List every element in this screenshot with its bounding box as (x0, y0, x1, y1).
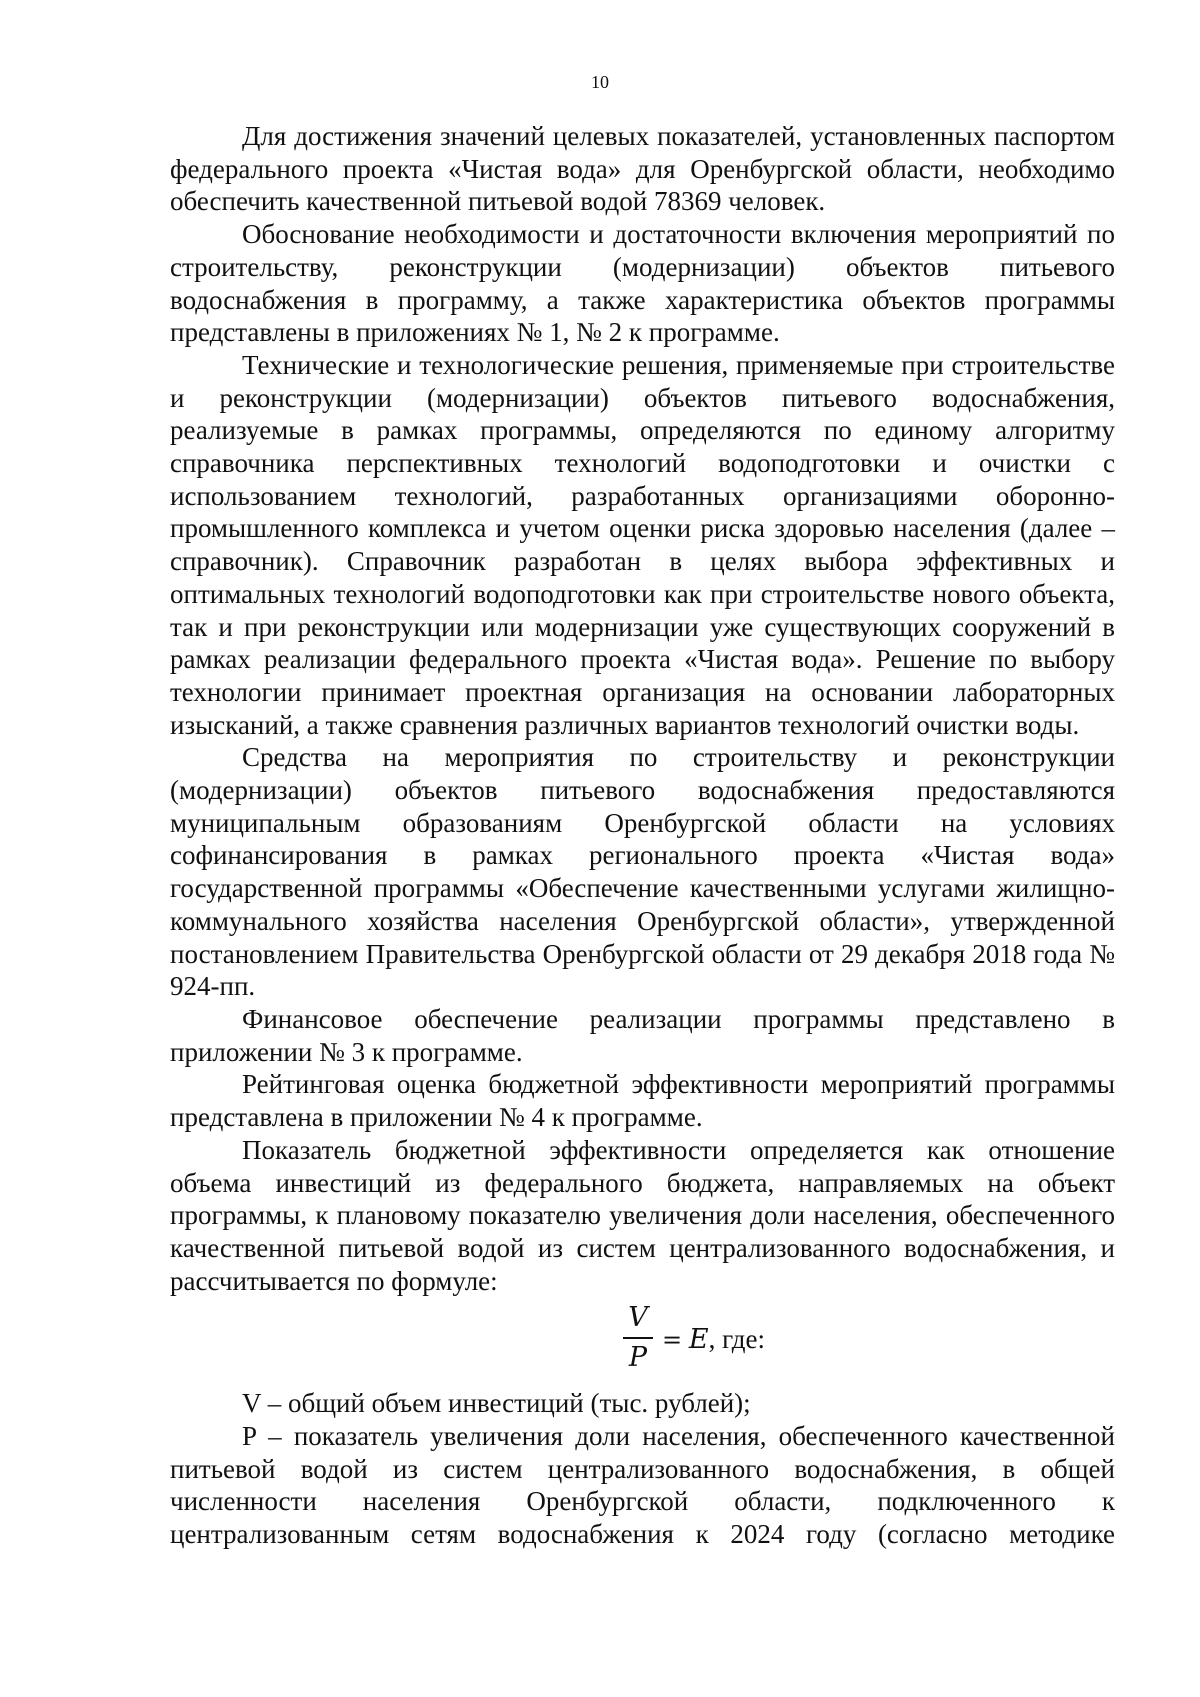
formula-equals: = (662, 1326, 683, 1355)
paragraph-target-indicators: Для достижения значений целевых показателей, установленных паспортом федерального проекта «Чистая вода» для Оренбургской области, необходимо обеспечить качественной питьевой водой 78369 человек. (170, 121, 1115, 217)
document-body (170, 120, 1115, 1551)
definition-p: P – показатель увеличения доли населения, обеспеченного качественной питьевой водой из систем централизованного водоснабжения, в общей численности населения Оренбургской области, подключенного к централизованным сетям водоснабжения к 2024 году (согласно методике (170, 1421, 1115, 1550)
formula-suffix: , где: (708, 1324, 766, 1355)
page-number: 10 (591, 72, 609, 92)
formula-denominator: P (628, 1342, 648, 1374)
paragraph-efficiency-indicator: Показатель бюджетной эффективности определяется как отношение объема инвестиций из федерального бюджета, направляемых на объект программы, к плановому показателю увеличения доли населения, обеспеченного качественной питьевой водой из систем централизованного водоснабжения, и рассчитывается по формуле: (170, 1134, 1115, 1296)
formula-fraction (620, 1303, 656, 1373)
formula-result (662, 1323, 765, 1356)
formula-numerator: V (628, 1302, 648, 1334)
efficiency-formula (170, 1297, 1115, 1387)
paragraph-funding-means: Средства на мероприятия по строительству и реконструкции (модернизации) объектов питьевого водоснабжения предоставляются муниципальным образованиям Оренбургской области на условиях софинансирования в рамках регионального проекта «Чистая вода» государственной программы «Обеспечение качественными услугами жилищно-коммунального хозяйства населения Оренбургской области», утвержденной постановлением Правительства Оренбургской области от 29 декабря 2018 года № 924-пп. (170, 742, 1115, 1002)
paragraph-technical-solutions: Технические и технологические решения, применяемые при строительстве и реконструкции (модернизации) объектов питьевого водоснабжения, реализуемые в рамках программы, определяются по единому алгоритму справочника перспективных технологий водоподготовки и очистки с использованием технологий, разработанных организациями оборонно-промышленного комплекса и учетом оценки риска здоровью населения (далее – справочник). Справочник разработан в целях выбора эффективных и оптимальных технологий водоподготовки как при строительстве нового объекта, так и при реконструкции или модернизации уже существующих сооружений в рамках реализации федерального проекта «Чистая вода». Решение по выбору технологии принимает проектная организация на основании лабораторных изысканий, а также сравнения различных вариантов технологий очистки воды. (170, 349, 1115, 740)
paragraph-rating-assessment: Рейтинговая оценка бюджетной эффективности мероприятий программы представлена в приложении № 4 к программе. (170, 1069, 1115, 1133)
fraction-bar (623, 1337, 653, 1339)
paragraph-financial-support: Финансовое обеспечение реализации программы представлено в приложении № 3 к программе. (170, 1003, 1115, 1067)
definition-v: V – общий объем инвестиций (тыс. рублей); (242, 1388, 751, 1419)
formula-result-variable: E (688, 1324, 709, 1356)
paragraph-justification: Обоснование необходимости и достаточности включения мероприятий по строительству, реконструкции (модернизации) объектов питьевого водоснабжения в программу, а также характеристика объектов программы представлены в приложениях № 1, № 2 к программе. (170, 219, 1115, 348)
